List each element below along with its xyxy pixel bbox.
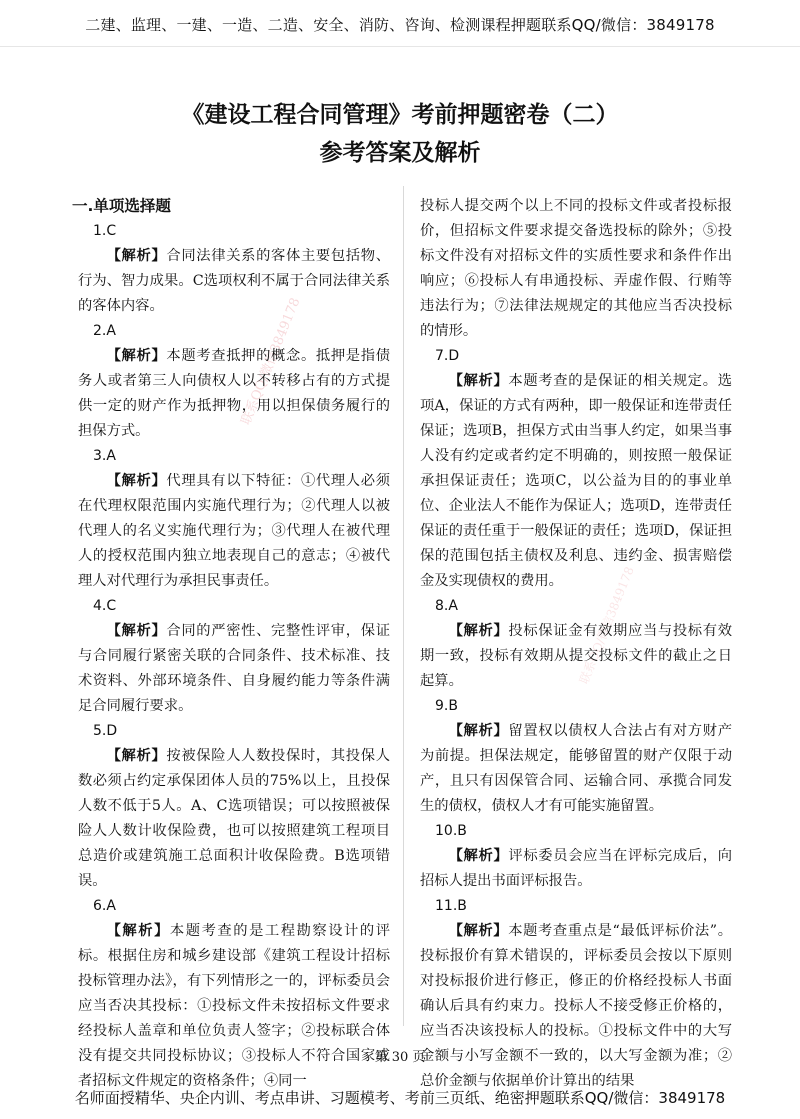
explanation-text: 评标委员会应当在评标完成后，向招标人提出书面评标报告。 (420, 848, 733, 889)
answer-item (420, 344, 732, 594)
question-number: 1.C (93, 223, 117, 239)
answer-item (78, 594, 390, 719)
explanation-tag: 【解析】 (106, 248, 167, 264)
explanation-text: 留置权以债权人合法占有对方财产为前提。担保法规定，能够留置的财产仅限于动产，且只有因保管合同、运输合同、承揽合同发生的债权，债权人才有可能实施留置。 (420, 723, 733, 814)
page-number: 第 30 页 (374, 1050, 426, 1065)
explanation-text: 本题考查的是保证的相关规定。选项A，保证的方式有两种，即一般保证和连带责任保证；选项B，担保方式由当事人约定，如果当事人没有约定或者约定不明确的，则按照一般保证承担保证责任；选项C，以公益为目的的事业单位、企业法人不能作为保证人；选项D，连带责任保证的责任重于一般保证的责任；选项D，保证担保的范围包括主债权及利息、违约金、损害赔偿金及实现债权的费用。 (420, 373, 733, 589)
explanation (78, 469, 390, 594)
explanation (420, 844, 732, 894)
explanation (420, 919, 732, 1094)
watermark: 联系QQ/微信3849178 (576, 564, 637, 686)
question-number: 6.A (93, 898, 116, 914)
explanation (78, 919, 390, 1094)
document-subtitle: 参考答案及解析 (319, 140, 481, 166)
explanation-text: 合同法律关系的客体主要包括物、行为、智力成果。C选项权利不属于合同法律关系的客体内容。 (78, 248, 391, 314)
explanation-tag: 【解析】 (106, 748, 167, 764)
explanation (420, 719, 732, 819)
column-divider (403, 186, 404, 1026)
explanation-tag: 【解析】 (448, 623, 509, 639)
document-title: 《建设工程合同管理》考前押题密卷（二） (181, 102, 619, 128)
explanation (420, 369, 732, 594)
watermark: 联系QQ/微信3849178 (238, 295, 304, 428)
explanation-text: 本题考查的是工程勘察设计的评标。根据住房和城乡建设部《建筑工程设计招标投标管理办法》，有下列情形之一的，评标委员会应当否决其投标：①投标文件未按招标文件要求经投标人盖章和单位负责人签字；②投标联合体没有提交共同投标协议；③投标人不符合国家或者招标文件规定的资格条件；④同一 (78, 923, 391, 1089)
question-number: 2.A (93, 323, 116, 339)
explanation-tag: 【解析】 (106, 473, 167, 489)
answer-item (78, 719, 390, 894)
explanation (420, 619, 732, 694)
bottom-contact-banner: 名师面授精华、央企内训、考点串讲、习题模考、考前三页纸、绝密押题联系QQ/微信：3849178 (74, 1089, 726, 1107)
answer-item (78, 219, 390, 319)
question-number: 8.A (435, 598, 458, 614)
left-column (72, 194, 391, 1094)
explanation (78, 244, 390, 319)
explanation-text: 投标保证金有效期应当与投标有效期一致，投标有效期从提交投标文件的截止之日起算。 (420, 623, 733, 689)
explanation-text: 本题考查重点是“最低评标价法”。投标报价有算术错误的，评标委员会按以下原则对投标报价进行修正，修正的价格经投标人书面确认后具有约束力。投标人不接受修正价格的，应当否决该投标人的投标。①投标文件中的大写金额与小写金额不一致的，以大写金额为准；②总价金额与依据单价计算出的结果 (420, 923, 733, 1089)
explanation-text: 按被保险人人数投保时，其投保人数必须占约定承保团体人员的75%以上，且投保人数不低于5人。A、C选项错误；可以按照被保险人人数计收保险费，也可以按照建筑工程项目总造价或建筑施工总面积计收保险费。B选项错误。 (78, 748, 391, 889)
explanation-tag: 【解析】 (448, 373, 509, 389)
explanation-tag: 【解析】 (448, 848, 509, 864)
explanation (78, 744, 390, 894)
section-title: 一.单项选择题 (72, 197, 171, 215)
explanation (78, 344, 390, 444)
question-number: 10.B (435, 823, 467, 839)
explanation-tag: 【解析】 (448, 723, 509, 739)
explanation-tag: 【解析】 (106, 623, 167, 639)
answer-item (420, 694, 732, 819)
answer-item (420, 819, 732, 894)
continued-text: 投标人提交两个以上不同的投标文件或者投标报价，但招标文件要求提交备选投标的除外；⑤投标文件没有对招标文件的实质性要求和条件作出响应；⑥投标人有串通投标、弄虚作假、行贿等违法行为；⑦法律法规规定的其他应当否决投标的情形。 (420, 198, 732, 339)
right-column (420, 194, 732, 1094)
question-number: 11.B (435, 898, 467, 914)
question-number: 9.B (435, 698, 458, 714)
answer-item (78, 444, 390, 594)
answer-item (78, 319, 390, 444)
explanation-text: 代理具有以下特征：①代理人必须在代理权限范围内实施代理行为；②代理人以被代理人的名义实施代理行为；③代理人在被代理人的授权范围内独立地表现自己的意志；④被代理人对代理行为承担民事责任。 (78, 473, 391, 589)
explanation-tag: 【解析】 (106, 923, 170, 939)
explanation-text: 合同的严密性、完整性评审，保证与合同履行紧密关联的合同条件、技术标准、技术资料、外部环境条件、自身履约能力等条件满足合同履行要求。 (78, 623, 391, 714)
top-contact-banner: 二建、监理、一建、一造、二造、安全、消防、咨询、检测课程押题联系QQ/微信：3849178 (85, 16, 715, 34)
answer-item (420, 594, 732, 694)
explanation-text: 本题考查抵押的概念。抵押是指债务人或者第三人向债权人以不转移占有的方式提供一定的财产作为抵押物，用以担保债务履行的担保方式。 (78, 348, 391, 439)
explanation-tag: 【解析】 (106, 348, 167, 364)
header-rule (0, 46, 800, 47)
question-number: 3.A (93, 448, 116, 464)
question-number: 5.D (93, 723, 118, 739)
question-number: 4.C (93, 598, 117, 614)
explanation-tag: 【解析】 (448, 923, 509, 939)
question-number: 7.D (435, 348, 460, 364)
explanation (78, 619, 390, 719)
